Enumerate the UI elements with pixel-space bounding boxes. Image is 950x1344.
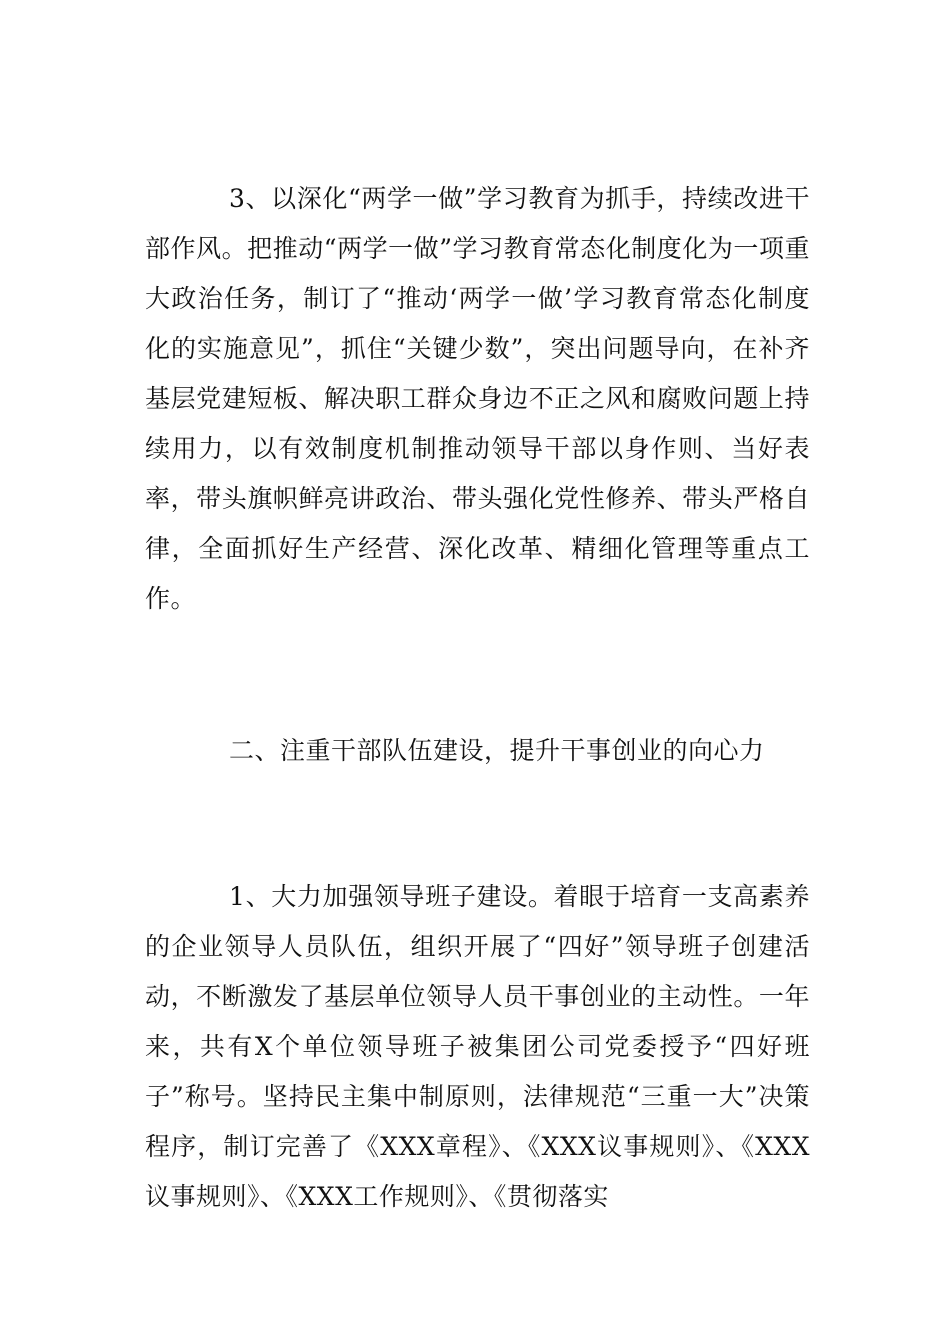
paragraph-cadre-style: 3、以深化“两学一做”学习教育为抓手，持续改进干部作风。把推动“两学一做”学习教育常态化制度化为一项重大政治任务，制订了“推动‘两学一做’学习教育常态化制度化的实施意见”，抓住“关键少数”，突出问题导向，在补齐基层党建短板、解决职工群众身边不正之风和腐败问题上持续用力，以有效制度机制推动领导干部以身作则、当好表率，带头旗帜鲜亮讲政治、带头强化党性修养、带头严格自律，全面抓好生产经营、深化改革、精细化管理等重点工作。: [145, 184, 810, 613]
section-heading-cadre-team: 二、注重干部队伍建设，提升干事创业的向心力: [229, 736, 765, 765]
paragraph-leadership-team: 1、大力加强领导班子建设。着眼于培育一支高素养的企业领导人员队伍，组织开展了“四好”领导班子创建活动，不断激发了基层单位领导人员干事创业的主动性。一年来，共有X个单位领导班子被集团公司党委授予“四好班子”称号。坚持民主集中制原则，法律规范“三重一大”决策程序，制订完善了《XXX章程》、《XXX议事规则》、《XXX议事规则》、《XXX工作规则》、《贯彻落实: [145, 882, 810, 1211]
